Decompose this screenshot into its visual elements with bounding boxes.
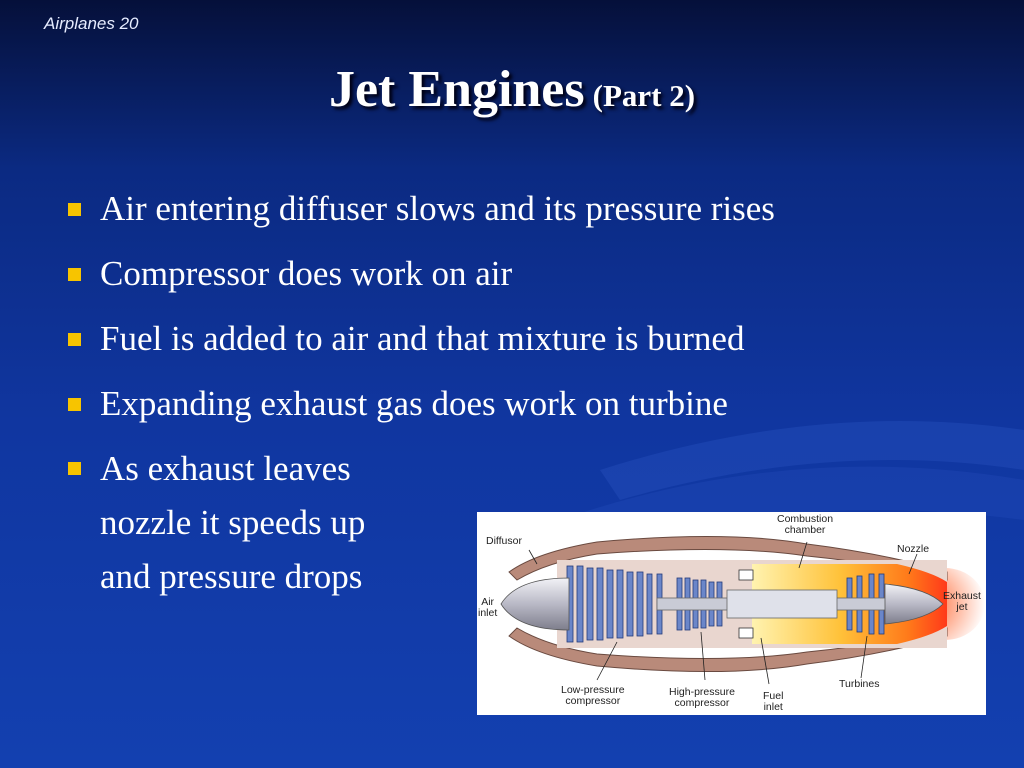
jet-engine-diagram	[477, 512, 986, 715]
label-turbines: Turbines	[839, 678, 880, 690]
bullet-text: As exhaust leaves nozzle it speeds up and pressure drops	[100, 449, 366, 596]
bullet-square-icon	[68, 398, 81, 411]
bullet-square-icon	[68, 203, 81, 216]
bullet-text: Fuel is added to air and that mixture is burned	[100, 319, 745, 358]
bullet-item	[62, 318, 775, 360]
label-nozzle: Nozzle	[897, 543, 930, 555]
label-diffusor: Diffusor	[486, 535, 522, 547]
label-air-inlet: Air inlet	[478, 596, 498, 619]
bullet-item	[62, 383, 775, 425]
title-main: Jet Engines	[328, 61, 585, 118]
bullet-square-icon	[68, 268, 81, 281]
label-fuel-inlet: Fuel inlet	[763, 690, 784, 713]
label-exhaust-jet: Exhaust jet	[943, 590, 981, 613]
bullet-text: Expanding exhaust gas does work on turbine	[100, 384, 728, 423]
bullet-item	[62, 188, 775, 230]
label-combustion-chamber: Combustion chamber	[777, 513, 834, 536]
bullet-text: Air entering diffuser slows and its pressure rises	[100, 189, 775, 228]
label-low-pressure-compressor: Low-pressure compressor	[561, 684, 625, 707]
slide-header-label: Airplanes 20	[44, 14, 139, 33]
title-subtitle: (Part 2)	[592, 78, 696, 113]
label-high-pressure-compressor: High-pressure compressor	[669, 686, 735, 709]
slide-title	[0, 60, 1024, 119]
bullet-item	[62, 253, 775, 295]
bullet-square-icon	[68, 462, 81, 475]
bullet-text: Compressor does work on air	[100, 254, 513, 293]
bullet-square-icon	[68, 333, 81, 346]
